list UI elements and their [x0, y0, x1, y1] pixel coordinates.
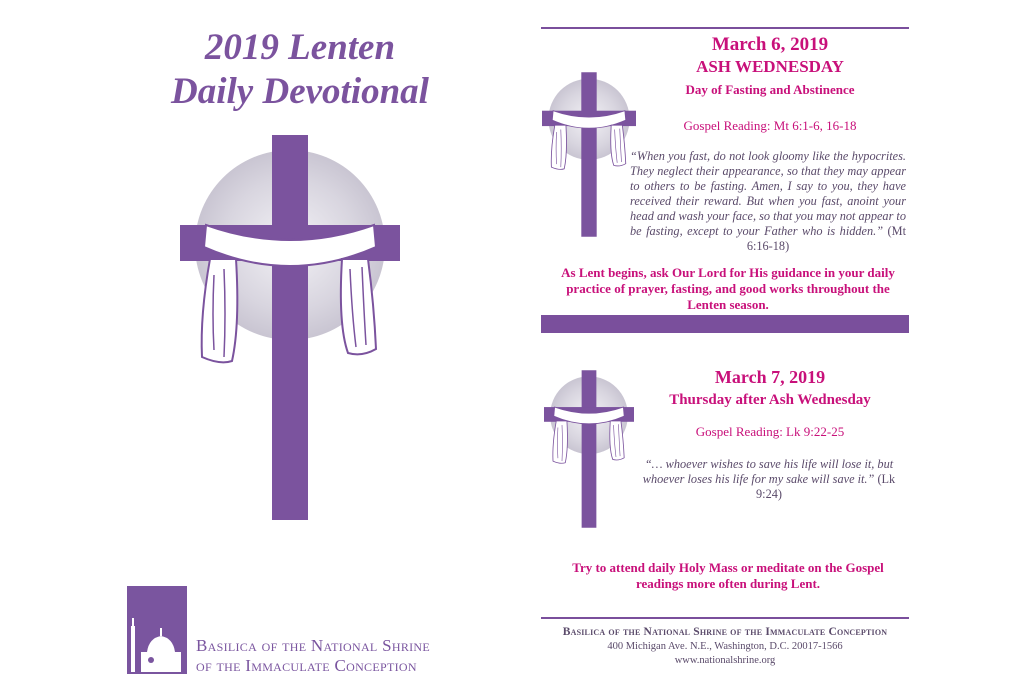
footer-name: Basilica of the National Shrine of the Immaculate Conception	[562, 626, 888, 638]
cover-title-line1: 2019 Lenten	[204, 27, 396, 68]
cover-title	[120, 26, 480, 114]
divider-bar	[541, 315, 909, 333]
footer-website: www.nationalshrine.org	[674, 655, 776, 666]
logo-line2: of the Immaculate Conception	[196, 656, 417, 675]
day1-quote-ref: (Mt 6:16-18)	[746, 224, 906, 253]
day1-quote-text: “When you fast, do not look gloomy like the hypocrites. They neglect their appearance, so that they may appear to others to be fasting. Amen, I say to you, they have received their reward. But when you fast, anoint your head and wash your face, so that you may not appear to be fasting, except to your Father who is hidden.”	[630, 149, 906, 238]
day1-date: March 6, 2019	[711, 34, 829, 55]
basilica-logo-text	[196, 636, 516, 676]
top-rule	[541, 27, 909, 29]
day1-quote	[630, 149, 906, 254]
day2-date: March 7, 2019	[714, 367, 826, 387]
day1-name: ASH WEDNESDAY	[696, 57, 844, 76]
day2-quote	[640, 457, 898, 502]
day2-note: Try to attend daily Holy Mass or meditate on the Gospel readings more often during Lent.	[572, 560, 884, 591]
day1-subtitle: Day of Fasting and Abstinence	[685, 82, 855, 97]
day2-quote-text: “… whoever wishes to save his life will lose it, but whoever loses his life for my sake will save it.”	[642, 457, 894, 486]
cover-title-line2: Daily Devotional	[171, 71, 429, 112]
footer-rule	[541, 617, 909, 619]
footer-address: 400 Michigan Ave. N.E., Washington, D.C. 20017-1566	[607, 641, 843, 652]
basilica-logo-icon	[127, 586, 187, 674]
day1-note: As Lent begins, ask Our Lord for His guidance in your daily practice of prayer, fasting, and good works throughout the Lenten season.	[561, 265, 895, 312]
day2-name: Thursday after Ash Wednesday	[669, 392, 871, 408]
logo-line1: Basilica of the National Shrine	[196, 636, 431, 655]
day1-gospel: Gospel Reading: Mt 6:1-6, 16-18	[683, 118, 857, 133]
cross-icon	[180, 130, 400, 525]
day2-gospel: Gospel Reading: Lk 9:22-25	[695, 424, 845, 439]
day2-quote-ref: (Lk 9:24)	[756, 472, 896, 501]
